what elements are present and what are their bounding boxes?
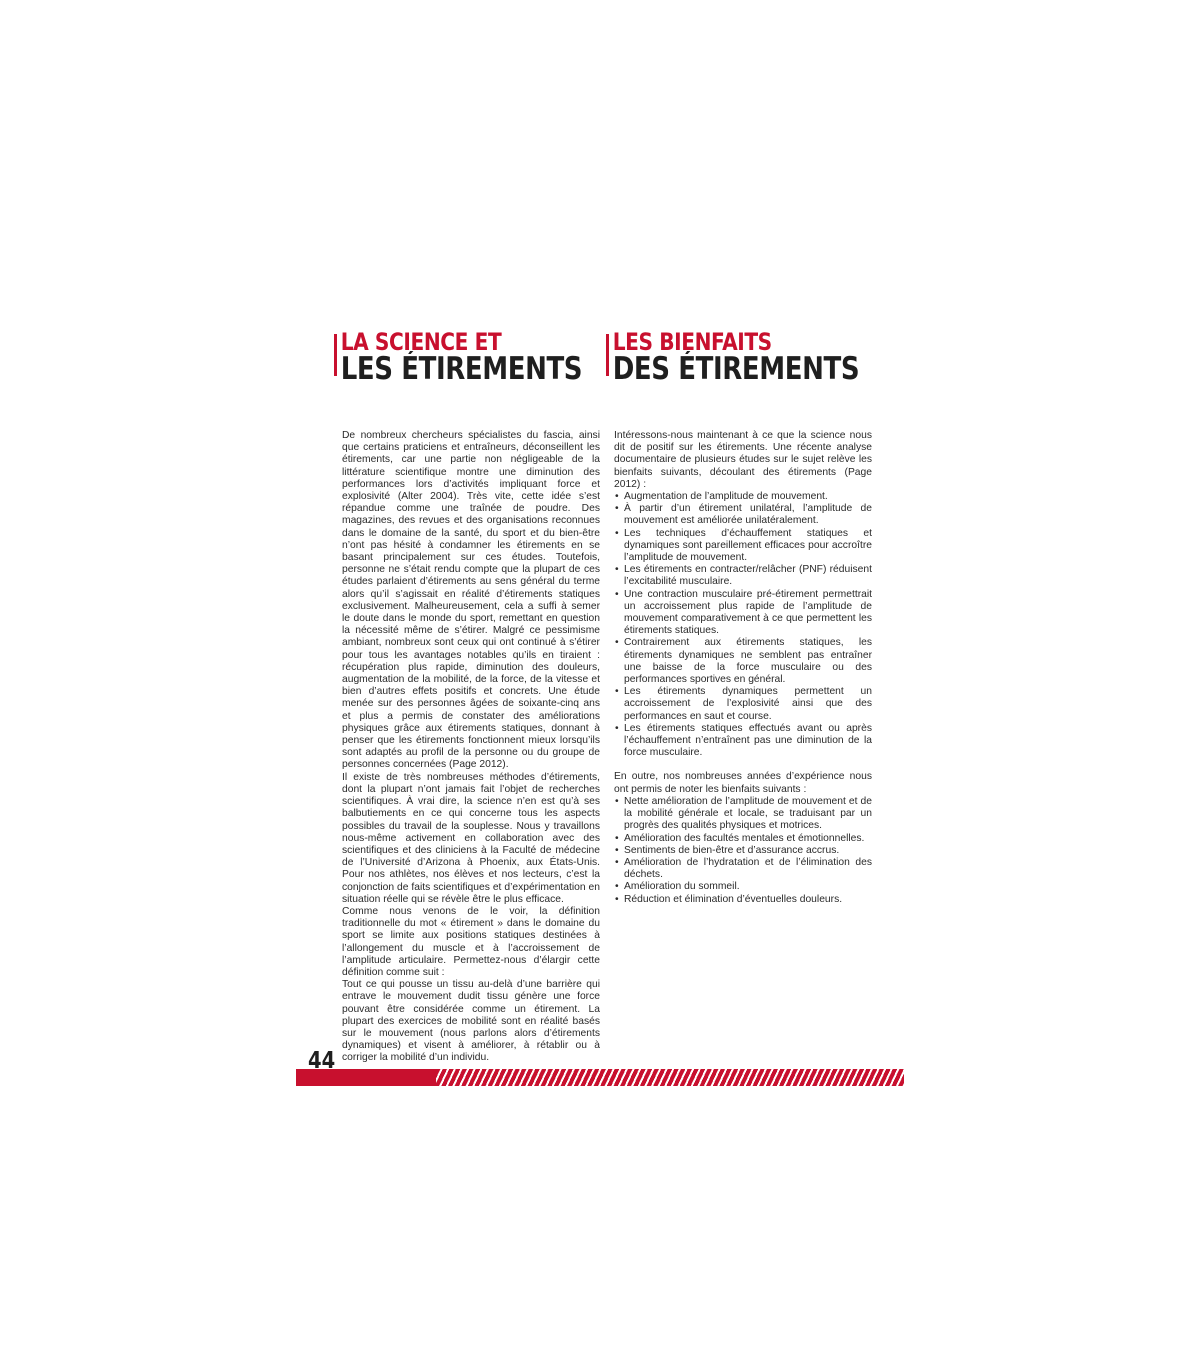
- right-heading-line1: LES BIENFAITS: [612, 328, 772, 356]
- list-item: • Les étirements en contracter/relâcher (PNF) réduisent l’excitabilité musculaire.: [614, 564, 872, 588]
- list-item: • Les étirements statiques effectués avant ou après l’échauffement n’entraînent pas une diminution de la force musculaire.: [614, 723, 872, 760]
- list-item: • À partir d’un étirement unilatéral, l’amplitude de mouvement est améliorée unilatéralement.: [614, 503, 872, 527]
- list-item: • Les étirements dynamiques permettent un accroissement de l’explosivité ainsi que des performances en saut et course.: [614, 686, 872, 723]
- paragraph: Comme nous venons de le voir, la définition traditionnelle du mot « étirement » dans le domaine du sport se limite aux positions statiques destinées à l’allongement du muscle et à l’accroissement de l’amplitude articulaire. Permettez-nous d’élargir cette définition comme suit :: [342, 905, 600, 978]
- left-heading-line2: LES ÉTIREMENTS: [340, 351, 583, 387]
- left-heading-line1: LA SCIENCE ET: [340, 328, 502, 356]
- right-heading-line2: DES ÉTIREMENTS: [612, 351, 860, 387]
- footer-hatch-pattern: [436, 1069, 904, 1086]
- list-item: • Sentiments de bien-être et d’assurance accrus.: [614, 845, 872, 857]
- paragraph: En outre, nos nombreuses années d’expérience nous ont permis de noter les bienfaits suivants :: [614, 771, 872, 795]
- right-text-column: [614, 430, 872, 906]
- list-item: • Augmentation de l’amplitude de mouvement.: [614, 491, 872, 503]
- list-item: • Contrairement aux étirements statiques, les étirements dynamiques ne semblent pas entraîner une baisse de la force musculaire ou des performances sportives en général.: [614, 637, 872, 686]
- list-item: • Amélioration de l’hydratation et de l’élimination des déchets.: [614, 857, 872, 881]
- right-section-heading: [606, 328, 907, 387]
- left-text-column: [342, 430, 600, 1065]
- list-item: • Réduction et élimination d’éventuelles douleurs.: [614, 894, 872, 906]
- paragraph: Tout ce qui pousse un tissu au-delà d’une barrière qui entrave le mouvement dudit tissu génère une force pouvant être considérée comme un étirement. La plupart des exercices de mobilité sont en réalité basés sur le mouvement (nous parlons alors d’étirements dynamiques) et visent à améliorer, à rétablir ou à corriger la mobilité d’un individu.: [342, 979, 600, 1064]
- list-item: • Une contraction musculaire pré-étirement permettrait un accroissement plus rapide de l’amplitude de mouvement comparativement à ce que permettent les étirements statiques.: [614, 589, 872, 638]
- list-item: • Nette amélioration de l’amplitude de mouvement et de la mobilité générale et locale, se traduisant par un progrès des qualités physiques et motrices.: [614, 796, 872, 833]
- list-item: • Amélioration des facultés mentales et émotionnelles.: [614, 833, 872, 845]
- page-number: 44: [308, 1048, 336, 1074]
- benefits-list-experience: [614, 796, 872, 906]
- benefits-list-research: [614, 491, 872, 759]
- paragraph: Intéressons-nous maintenant à ce que la science nous dit de positif sur les étirements. Une récente analyse documentaire de plusieurs études sur le sujet relève les bienfaits suivants, découlant des étirements (Page 2012) :: [614, 430, 872, 490]
- left-section-heading: [334, 328, 629, 387]
- footer-stripe-bar: [296, 1069, 904, 1086]
- paragraph: Il existe de très nombreuses méthodes d’étirements, dont la plupart n’ont jamais fait l’objet de recherches scientifiques. À vrai dire, la science n’en est qu’à ses balbutiements en ce qui concerne tous les aspects possibles du travail de la souplesse. Nous y travaillons nous-même activement en collaboration avec des scientifiques et des cliniciens à la Faculté de médecine de l’Université d’Arizona à Phoenix, aux États-Unis. Pour nos athlètes, nos élèves et nos lecteurs, c’est la conjonction de faits scientifiques et d’expérimentation en situation réelle qui se révèle être le plus efficace.: [342, 771, 600, 905]
- list-item: • Amélioration du sommeil.: [614, 881, 872, 893]
- list-item: • Les techniques d’échauffement statiques et dynamiques sont pareillement efficaces pour accroître l’amplitude de mouvement.: [614, 528, 872, 565]
- paragraph: De nombreux chercheurs spécialistes du fascia, ainsi que certains praticiens et entraîneurs, déconseillent les étirements, car une partie non négligeable de la littérature scientifique montre une diminution des performances lors d’activités impliquant force et explosivité (Alter 2004). Très vite, cette idée s’est répandue comme une traînée de poudre. Des magazines, des revues et des organisations reconnues dans le domaine de la santé, du sport et du bien-être n’ont pas hésité à condamner les étirements en se basant principalement sur ces études. Toutefois, personne ne s’était rendu compte que la plupart de ces études parlaient d’étirements au sens général du terme alors qu’il s’agissait en réalité d’étirements statiques exclusivement. Malheureusement, cela a suffi à semer le doute dans le monde du sport, remettant en question la nécessité même de s’étirer. Malgré ce pessimisme ambiant, nombreux sont ceux qui ont continué à s’étirer pour tous les avantages notables qu’ils en tiraient : récupération plus rapide, diminution des douleurs, augmentation de la mobilité, de la force, de la vitesse et bien d’autres effets positifs et concrets. Une étude menée sur des personnes âgées de soixante-cinq ans et plus a permis de constater des améliorations physiques grâce aux étirements statiques, donnant à penser que les étirements fonctionnent mieux lorsqu’ils sont adaptés au profil de la personne ou du groupe de personnes concernées (Page 2012).: [342, 430, 600, 771]
